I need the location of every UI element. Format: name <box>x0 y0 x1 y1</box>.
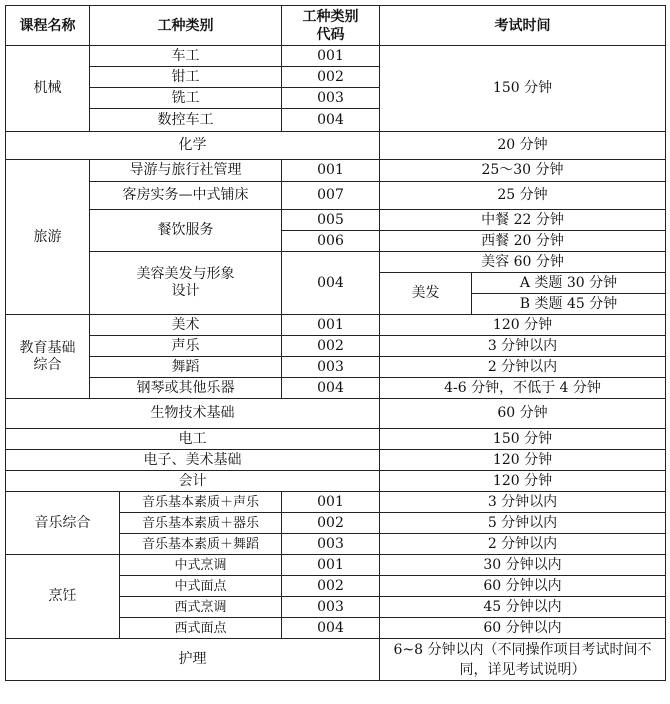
code-cell: 003 <box>282 357 380 378</box>
time-accounting: 120 分钟 <box>380 471 666 492</box>
code-cell: 001 <box>282 46 380 67</box>
table-row <box>6 639 666 681</box>
time-machinery: 150 分钟 <box>380 46 666 132</box>
code-cell: 007 <box>282 182 380 210</box>
type-cell: 美容美发与形象设计 <box>90 252 282 315</box>
code-cell: 004 <box>282 378 380 399</box>
code-cell: 001 <box>282 160 380 182</box>
code-cell: 004 <box>282 252 380 315</box>
code-cell: 004 <box>282 109 380 132</box>
code-cell: 002 <box>282 513 380 534</box>
time-electronics-art: 120 分钟 <box>380 450 666 471</box>
time-cell: 西餐 20 分钟 <box>380 231 666 252</box>
code-cell: 002 <box>282 67 380 88</box>
type-cell: 音乐基本素质＋舞蹈 <box>120 534 282 555</box>
code-cell: 004 <box>282 618 380 639</box>
type-cell: 导游与旅行社管理 <box>90 160 282 182</box>
code-cell: 005 <box>282 210 380 231</box>
table-row <box>6 210 666 231</box>
time-cell: 25 分钟 <box>380 182 666 210</box>
code-cell: 001 <box>282 315 380 336</box>
type-cell: 车工 <box>90 46 282 67</box>
time-cell: 25～30 分钟 <box>380 160 666 182</box>
time-cell: 5 分钟以内 <box>380 513 666 534</box>
table-row <box>6 182 666 210</box>
header-row <box>6 6 666 46</box>
course-accounting: 会计 <box>6 471 380 492</box>
course-biotech: 生物技术基础 <box>6 399 380 429</box>
time-cell: A 类题 30 分钟 <box>472 273 666 294</box>
type-cell: 钢琴或其他乐器 <box>90 378 282 399</box>
time-cell: 美容 60 分钟 <box>380 252 666 273</box>
table-row <box>6 555 666 576</box>
course-cooking: 烹饪 <box>6 555 120 639</box>
table-row <box>6 357 666 378</box>
time-cell: 3 分钟以内 <box>380 492 666 513</box>
time-biotech: 60 分钟 <box>380 399 666 429</box>
time-cell: 中餐 22 分钟 <box>380 210 666 231</box>
time-cell: 4-6 分钟，不低于 4 分钟 <box>380 378 666 399</box>
table-row <box>6 252 666 273</box>
type-cell: 铣工 <box>90 88 282 109</box>
code-cell: 002 <box>282 576 380 597</box>
table-row <box>6 46 666 67</box>
table-row <box>6 378 666 399</box>
course-tourism: 旅游 <box>6 160 90 315</box>
type-cell: 西式面点 <box>120 618 282 639</box>
header-type: 工种类别 <box>90 6 282 46</box>
type-cell: 中式烹调 <box>120 555 282 576</box>
code-cell: 001 <box>282 492 380 513</box>
time-cell: 60 分钟以内 <box>380 576 666 597</box>
code-cell: 003 <box>282 534 380 555</box>
type-cell: 客房实务—中式铺床 <box>90 182 282 210</box>
hair-label: 美发 <box>380 273 472 315</box>
type-cell: 餐饮服务 <box>90 210 282 252</box>
code-cell: 002 <box>282 336 380 357</box>
type-cell: 舞蹈 <box>90 357 282 378</box>
course-education: 教育基础综合 <box>6 315 90 399</box>
header-code: 工种类别代码 <box>282 6 380 46</box>
time-cell: 45 分钟以内 <box>380 597 666 618</box>
time-nursing: 6~8 分钟以内（不同操作项目考试时间不同，详见考试说明） <box>380 639 666 681</box>
type-cell: 数控车工 <box>90 109 282 132</box>
type-cell: 中式面点 <box>120 576 282 597</box>
exam-time-table <box>5 5 666 681</box>
table-row <box>6 450 666 471</box>
time-cell: 120 分钟 <box>380 315 666 336</box>
code-cell: 003 <box>282 88 380 109</box>
type-cell: 音乐基本素质＋器乐 <box>120 513 282 534</box>
table-row <box>6 336 666 357</box>
time-cell: 60 分钟以内 <box>380 618 666 639</box>
table-row <box>6 399 666 429</box>
time-chemistry: 20 分钟 <box>380 132 666 160</box>
code-cell: 001 <box>282 555 380 576</box>
time-cell: 2 分钟以内 <box>380 357 666 378</box>
course-nursing: 护理 <box>6 639 380 681</box>
table-row <box>6 160 666 182</box>
course-machinery: 机械 <box>6 46 90 132</box>
time-cell: B 类题 45 分钟 <box>472 294 666 315</box>
code-cell: 003 <box>282 597 380 618</box>
header-course: 课程名称 <box>6 6 90 46</box>
type-cell: 西式烹调 <box>120 597 282 618</box>
type-cell: 钳工 <box>90 67 282 88</box>
course-electrician: 电工 <box>6 429 380 450</box>
table-row <box>6 429 666 450</box>
time-cell: 3 分钟以内 <box>380 336 666 357</box>
table-row <box>6 471 666 492</box>
time-electrician: 150 分钟 <box>380 429 666 450</box>
course-electronics-art: 电子、美术基础 <box>6 450 380 471</box>
table-row <box>6 132 666 160</box>
type-cell: 美术 <box>90 315 282 336</box>
course-chemistry: 化学 <box>6 132 380 160</box>
time-cell: 2 分钟以内 <box>380 534 666 555</box>
time-cell: 30 分钟以内 <box>380 555 666 576</box>
table-row <box>6 492 666 513</box>
code-cell: 006 <box>282 231 380 252</box>
course-music: 音乐综合 <box>6 492 120 555</box>
table-row <box>6 315 666 336</box>
type-cell: 音乐基本素质＋声乐 <box>120 492 282 513</box>
type-cell: 声乐 <box>90 336 282 357</box>
header-time: 考试时间 <box>380 6 666 46</box>
